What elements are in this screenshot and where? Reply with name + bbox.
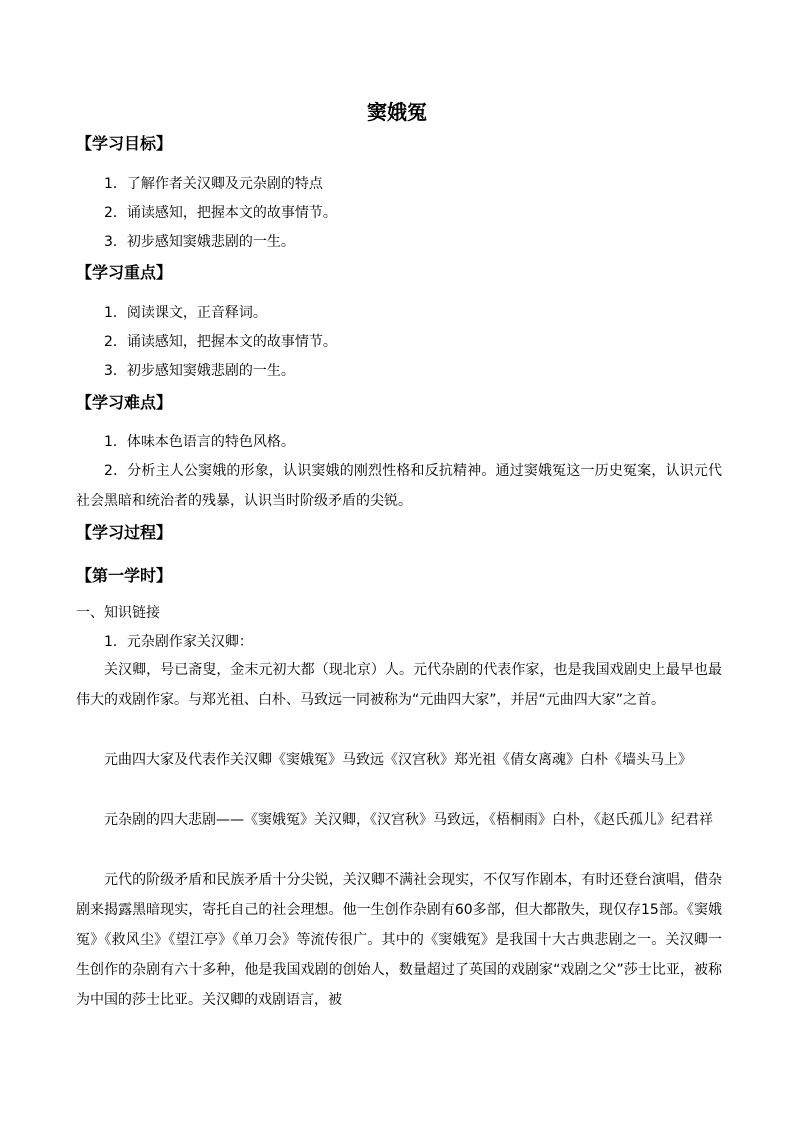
- key-point-item-2: 2．诵读感知，把握本文的故事情节。: [104, 334, 337, 350]
- paragraph-four-tragedies: 元杂剧的四大悲剧——《窦娥冤》关汉卿，《汉宫秋》马致远，《梧桐雨》白朴，《赵氏孤儿》纪君祥: [104, 812, 713, 828]
- paragraph-author-intro: 关汉卿，号已斋叟，金末元初大都（现北京）人。元代杂剧的代表作家，也是我国戏剧史上最早也最伟大的戏剧作家。与郑光祖、白朴、马致远一同被称为“元曲四大家”，并居“元曲四大家”之首。: [76, 662, 722, 708]
- goal-item-2: 2．诵读感知，把握本文的故事情节。: [104, 205, 337, 221]
- section-heading-knowledge-link: 一、知识链接: [76, 605, 160, 621]
- heading-goals: 【学习目标】: [76, 134, 173, 153]
- page-title: 窦娥冤: [367, 100, 427, 124]
- paragraph-four-masters: 元曲四大家及代表作关汉卿《窦娥冤》马致远《汉宫秋》郑光祖《倩女离魂》白朴《墙头马上》: [104, 752, 692, 768]
- heading-difficulties: 【学习难点】: [76, 393, 173, 412]
- key-point-item-3: 3．初步感知窦娥悲剧的一生。: [104, 363, 295, 379]
- subheading-author: 1．元杂剧作家关汉卿：: [104, 634, 253, 650]
- heading-key-points: 【学习重点】: [76, 263, 173, 282]
- heading-process: 【学习过程】: [76, 523, 173, 542]
- difficulty-item-1: 1．体味本色语言的特色风格。: [104, 434, 295, 450]
- difficulty-item-2: 2．分析主人公窦娥的形象，认识窦娥的刚烈性格和反抗精神。通过窦娥冤这一历史冤案，认识元代社会黑暗和统治者的残暴，认识当时阶级矛盾的尖锐。: [76, 463, 722, 509]
- paragraph-background: 元代的阶级矛盾和民族矛盾十分尖锐，关汉卿不满社会现实，不仅写作剧本，有时还登台演唱，借杂剧来揭露黑暗现实，寄托自己的社会理想。他一生创作杂剧有60多部，但大都散失，现仅存15部。《窦娥冤》《救风尘》《望江亭》《单刀会》等流传很广。其中的《窦娥冤》是我国十大古典悲剧之一。关汉卿一生创作的杂剧有六十多种，他是我国戏剧的创始人，数量超过了英国的戏剧家“戏剧之父”莎士比亚，被称为中国的莎士比亚。关汉卿的戏剧语言，被: [76, 872, 722, 1008]
- goal-item-3: 3．初步感知窦娥悲剧的一生。: [104, 234, 295, 250]
- heading-first-lesson: 【第一学时】: [76, 566, 173, 585]
- goal-item-1: 1．了解作者关汉卿及元杂剧的特点: [104, 176, 323, 192]
- key-point-item-1: 1．阅读课文，正音释词。: [104, 305, 267, 321]
